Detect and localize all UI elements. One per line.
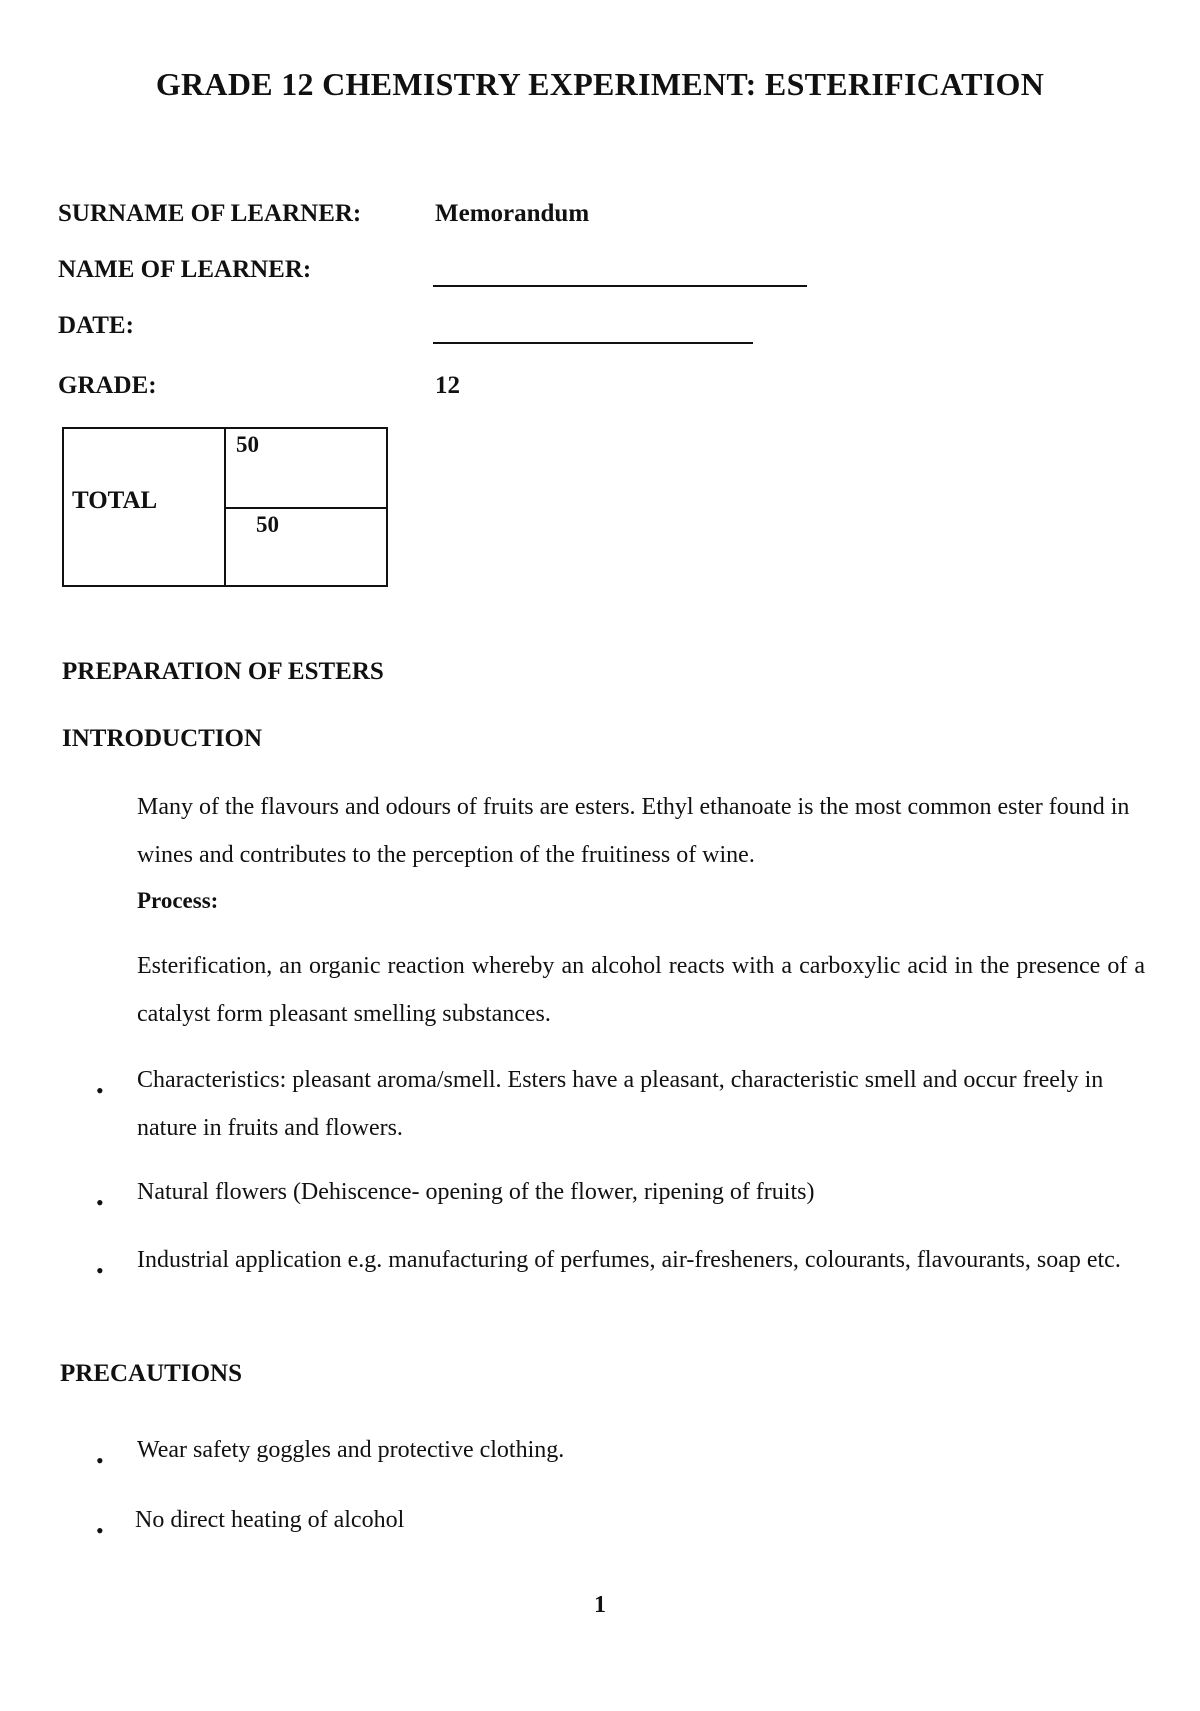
grade-value: 12 bbox=[435, 372, 460, 399]
total-label: TOTAL bbox=[72, 487, 158, 514]
list-item: Industrial application e.g. manufacturing of perfumes, air-fresheners, colourants, flavourants, soap etc. bbox=[137, 1247, 1121, 1273]
name-label: NAME OF LEARNER: bbox=[58, 256, 312, 283]
total-box-divider-horizontal bbox=[224, 507, 388, 509]
date-blank-line bbox=[433, 342, 753, 344]
process-label: Process: bbox=[137, 888, 219, 913]
process-paragraph: Esterification, an organic reaction whereby an alcohol reacts with a carboxylic acid in the presence of a catalyst form pleasant smelling substances. bbox=[137, 953, 1145, 1027]
bullet-icon: • bbox=[96, 1078, 104, 1103]
list-item: Natural flowers (Dehiscence- opening of the flower, ripening of fruits) bbox=[137, 1179, 815, 1205]
introduction-paragraph: Many of the flavours and odours of fruits are esters. Ethyl ethanoate is the most common ester found in wines and contributes to the perception of the fruitiness of wine. bbox=[137, 794, 1130, 868]
page-number: 1 bbox=[594, 1592, 606, 1618]
bullet-icon: • bbox=[96, 1258, 104, 1283]
total-score-max: 50 bbox=[256, 512, 279, 537]
name-blank-line bbox=[433, 285, 807, 287]
precautions-heading: PRECAUTIONS bbox=[60, 1360, 242, 1387]
document-title: GRADE 12 CHEMISTRY EXPERIMENT: ESTERIFICATION bbox=[155, 66, 1045, 102]
bullet-icon: • bbox=[96, 1190, 104, 1215]
bullet-icon: • bbox=[96, 1518, 104, 1543]
list-item: Characteristics: pleasant aroma/smell. Esters have a pleasant, characteristic smell and occur freely in nature in fruits and flowers. bbox=[137, 1067, 1104, 1141]
surname-label: SURNAME OF LEARNER: bbox=[58, 200, 362, 227]
grade-label: GRADE: bbox=[58, 372, 157, 399]
list-item: Wear safety goggles and protective clothing. bbox=[137, 1437, 565, 1463]
date-label: DATE: bbox=[58, 312, 134, 339]
list-item: No direct heating of alcohol bbox=[135, 1507, 405, 1533]
surname-value: Memorandum bbox=[435, 200, 590, 227]
introduction-heading: INTRODUCTION bbox=[62, 725, 263, 752]
bullet-icon: • bbox=[96, 1448, 104, 1473]
total-score-obtained: 50 bbox=[236, 432, 259, 457]
section-heading: PREPARATION OF ESTERS bbox=[62, 658, 384, 685]
